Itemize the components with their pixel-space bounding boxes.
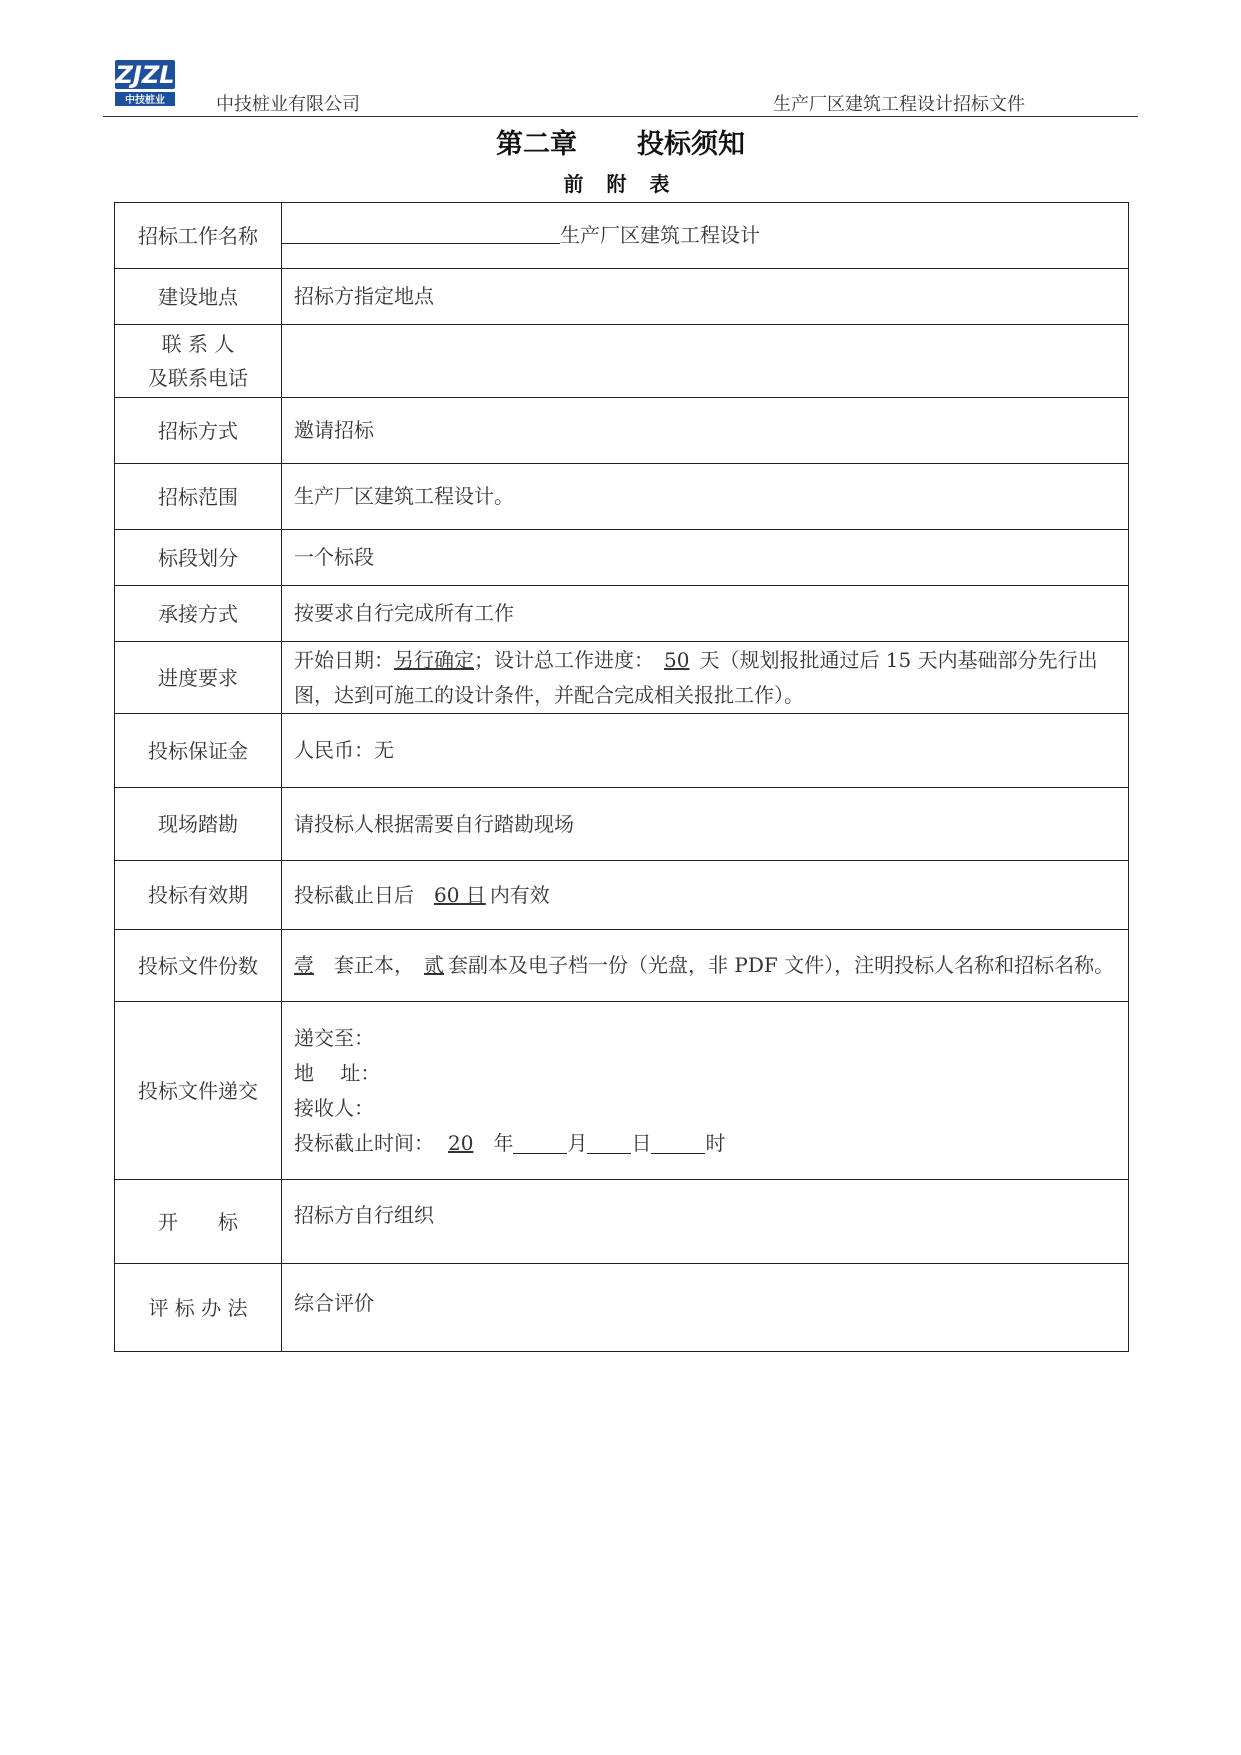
table-row: [115, 861, 1129, 930]
svg-text:中技桩业: 中技桩业: [125, 95, 165, 106]
chapter-number: 第二章: [496, 129, 577, 160]
table-row: [115, 788, 1129, 861]
table-row: [115, 586, 1129, 642]
table-row: [115, 1264, 1129, 1352]
submission-to: 递交至：: [294, 1025, 374, 1050]
submission-deadline: [294, 1126, 1116, 1161]
row-label: 标段划分: [115, 530, 282, 586]
scope-value: 生产厂区建筑工程设计。: [282, 464, 1129, 530]
row-label: [115, 325, 282, 398]
row-label: 招标工作名称: [115, 203, 282, 269]
copies-duplicates: 贰: [424, 953, 444, 977]
row-label: 建设地点: [115, 269, 282, 325]
contract-mode-value: 按要求自行完成所有工作: [282, 586, 1129, 642]
schedule-start: 另行确定: [394, 647, 474, 672]
validity-value: [282, 861, 1129, 930]
validity-days: 60 日: [434, 882, 486, 907]
project-name-value: 生产厂区建筑工程设计: [560, 223, 760, 247]
deadline-hour-unit: 时: [705, 1130, 726, 1155]
deadline-day-unit: 日: [631, 1130, 652, 1155]
row-label: 开 标: [115, 1180, 282, 1264]
row-label: 招标范围: [115, 464, 282, 530]
header-document-title: 生产厂区建筑工程设计招标文件: [773, 94, 1025, 115]
table-row: [115, 269, 1129, 325]
copies-rest: 套副本及电子档一份（光盘，非 PDF 文件），注明投标人名称和招标名称。: [448, 953, 1115, 977]
copies-mid: 套正本，: [334, 953, 414, 977]
contact-value: [282, 325, 1129, 398]
site-visit-value: 请投标人根据需要自行踏勘现场: [282, 788, 1129, 861]
method-value: 邀请招标: [282, 398, 1129, 464]
lots-value: 一个标段: [282, 530, 1129, 586]
deadline-year: 20: [448, 1130, 474, 1155]
header-divider: [103, 116, 1138, 117]
front-attached-table: [114, 202, 1129, 1352]
company-logo: [115, 60, 175, 108]
copies-value: [282, 930, 1129, 1002]
schedule-value: [282, 642, 1129, 714]
table-row: [115, 930, 1129, 1002]
submission-address: 地 址：: [294, 1060, 381, 1085]
validity-prefix: 投标截止日后: [294, 882, 414, 907]
row-label: 投标文件份数: [115, 930, 282, 1002]
row-label: 招标方式: [115, 398, 282, 464]
row-label: 承接方式: [115, 586, 282, 642]
row-value: [282, 203, 1129, 269]
row-label: 现场踏勘: [115, 788, 282, 861]
fill-blank: [587, 1131, 631, 1154]
schedule-middle: ；设计总工作进度：: [474, 647, 654, 672]
table-row: [115, 398, 1129, 464]
validity-suffix: 内有效: [489, 882, 550, 907]
svg-text:ZJZL: ZJZL: [115, 61, 175, 89]
table-row: [115, 325, 1129, 398]
fill-blank: [513, 1131, 567, 1154]
table-row: [115, 1180, 1129, 1264]
row-label: 投标保证金: [115, 714, 282, 788]
section-subtitle: 前 附 表: [563, 172, 678, 196]
fill-blank: [651, 1131, 705, 1154]
row-label: 评 标 办 法: [115, 1264, 282, 1352]
copies-originals: 壹: [294, 953, 314, 977]
header-company-name: 中技桩业有限公司: [216, 94, 360, 115]
location-value: 招标方指定地点: [282, 269, 1129, 325]
row-label: 进度要求: [115, 642, 282, 714]
table-row: [115, 1002, 1129, 1180]
row-label: 投标有效期: [115, 861, 282, 930]
opening-value: 招标方自行组织: [282, 1180, 1129, 1264]
schedule-prefix: 开始日期：: [294, 647, 394, 672]
table-row: [115, 530, 1129, 586]
chapter-title: 投标须知: [637, 129, 745, 160]
fill-blank: [282, 221, 560, 244]
deadline-month-unit: 月: [567, 1130, 588, 1155]
schedule-rest: 天（规划报批通过后 15 天内基础部分先行出图，达到可施工的设计条件，并配合完成相关报批工作）。: [294, 647, 1098, 707]
contact-label-line1: 联 系 人: [161, 332, 235, 356]
evaluation-value: 综合评价: [282, 1264, 1129, 1352]
submission-value: [282, 1002, 1129, 1180]
contact-label-line2: 及联系电话: [148, 366, 248, 390]
table-row: [115, 464, 1129, 530]
deposit-value: 人民币：无: [282, 714, 1129, 788]
deadline-prefix: 投标截止时间：: [294, 1130, 434, 1155]
table-row: [115, 642, 1129, 714]
table-row: [115, 714, 1129, 788]
schedule-days: 50: [664, 647, 690, 672]
chapter-heading: [0, 122, 1241, 161]
row-label: 投标文件递交: [115, 1002, 282, 1180]
table-row: [115, 203, 1129, 269]
deadline-year-unit: 年: [493, 1130, 514, 1155]
submission-receiver: 接收人：: [294, 1095, 374, 1120]
